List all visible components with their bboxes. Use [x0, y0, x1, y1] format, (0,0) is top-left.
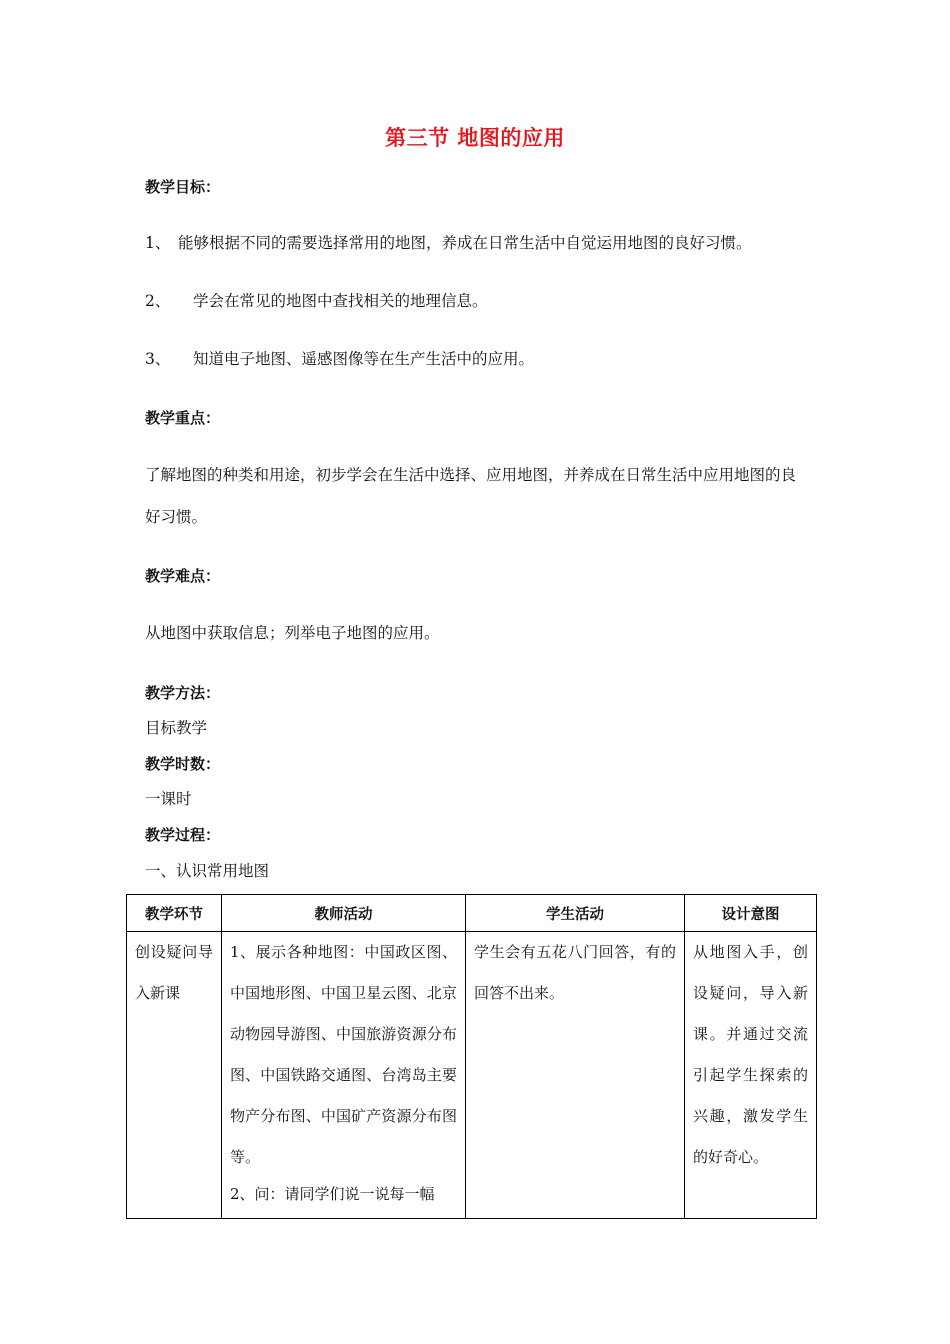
objective-number: 3、 [145, 350, 171, 368]
objective-item [145, 291, 488, 311]
objective-number: 2、 [145, 292, 171, 310]
process-heading: 教学过程： [145, 826, 221, 844]
objective-text: 学会在常见的地图中查找相关的地理信息。 [193, 292, 488, 310]
table-row [127, 932, 817, 1219]
objectives-heading: 教学目标： [145, 178, 221, 196]
page-title: 第三节 地图的应用 [385, 126, 565, 150]
cell-student-activity: 学生会有五花八门回答，有的回答不出来。 [466, 932, 685, 1219]
objective-text: 能够根据不同的需要选择常用的地图，养成在日常生活中自觉运用地图的良好习惯。 [178, 234, 752, 252]
key-points-text: 了解地图的种类和用途，初步学会在生活中选择、应用地图，并养成在日常生活中应用地图的良好习惯。 [145, 466, 797, 526]
process-section-title: 一、认识常用地图 [145, 862, 270, 880]
objective-text: 知道电子地图、遥感图像等在生产生活中的应用。 [193, 350, 535, 368]
objective-item [145, 349, 534, 369]
method-text: 目标教学 [145, 719, 208, 737]
difficulties-text: 从地图中获取信息；列举电子地图的应用。 [145, 624, 440, 642]
column-header-student: 学生活动 [466, 895, 685, 932]
column-header-intent: 设计意图 [685, 895, 817, 932]
cell-design-intent: 从地图入手，创设疑问，导入新课。并通过交流引起学生探索的兴趣，激发学生的好奇心。 [685, 932, 817, 1219]
objective-number: 1、 [145, 234, 171, 252]
method-heading: 教学方法： [145, 684, 221, 702]
column-header-stage: 教学环节 [127, 895, 222, 932]
teacher-activity-2: 2、问：请同学们说一说每一幅 [230, 1185, 435, 1203]
difficulties-heading: 教学难点： [145, 567, 221, 585]
teacher-activity-1: 1、展示各种地图：中国政区图、中国地形图、中国卫星云图、北京动物园导游图、中国旅游资源分布图、中国铁路交通图、台湾岛主要物产分布图、中国矿产资源分布图等。 [230, 943, 457, 1166]
hours-text: 一课时 [145, 790, 192, 808]
cell-stage: 创设疑问导入新课 [127, 932, 222, 1219]
key-points-heading: 教学重点： [145, 409, 221, 427]
hours-heading: 教学时数： [145, 755, 221, 773]
table-header-row [127, 895, 817, 932]
lesson-plan-table [126, 894, 817, 1219]
cell-teacher-activity [222, 932, 466, 1219]
objective-item [145, 233, 752, 253]
column-header-teacher: 教师活动 [222, 895, 466, 932]
